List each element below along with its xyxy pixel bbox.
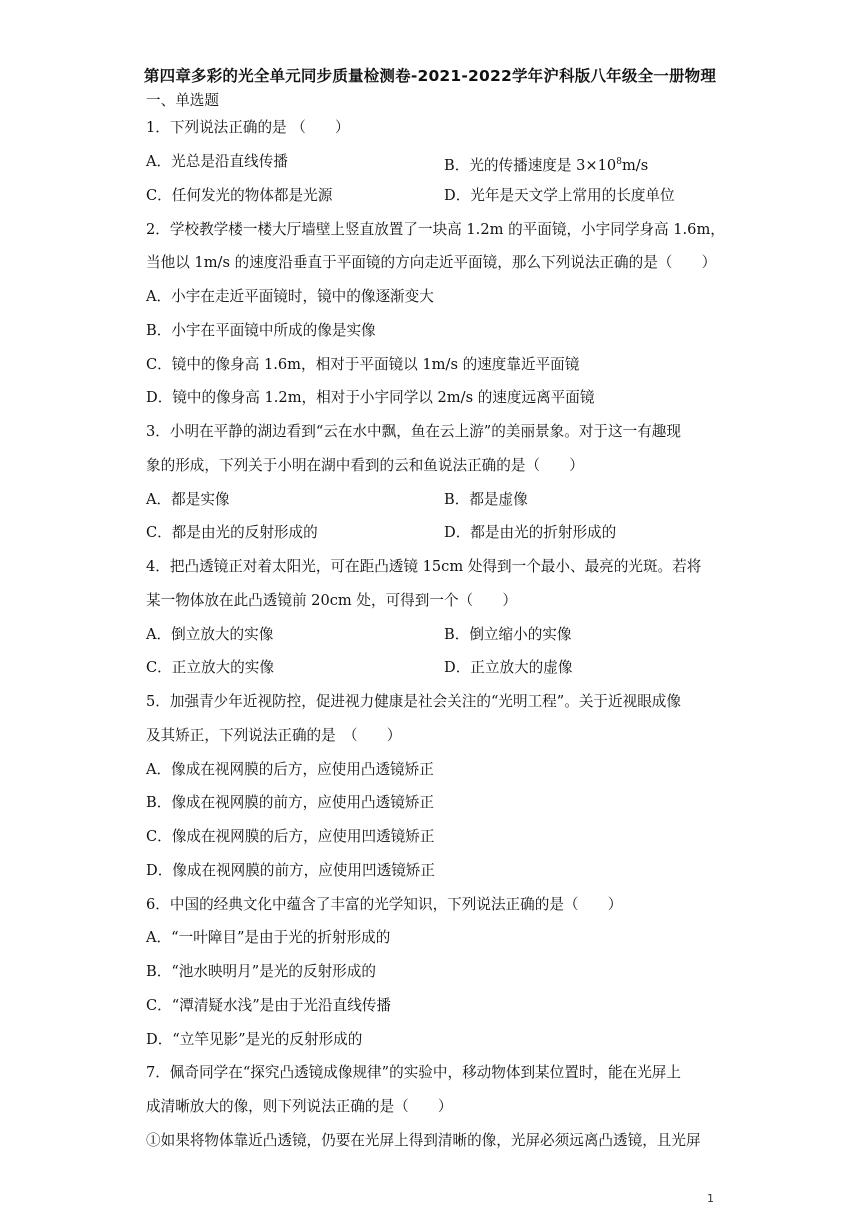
question-6-option-d: D．“立竿见影”是光的反射形成的 — [146, 1031, 363, 1048]
question-6-option-b: B．“池水映明月”是光的反射形成的 — [146, 963, 376, 980]
question-4-option-c: C．正立放大的实像 — [146, 659, 274, 676]
question-3-option-b: B．都是虚像 — [444, 491, 528, 508]
question-1-option-c: C．任何发光的物体都是光源 — [146, 187, 333, 204]
page-number: 1 — [707, 1192, 714, 1205]
question-2-option-c: C．镜中的像身高 1.6m，相对于平面镜以 1m/s 的速度靠近平面镜 — [146, 356, 580, 373]
question-5-stem-line-1: 5．加强青少年近视防控，促进视力健康是社会关注的“光明工程”。关于近视眼成像 — [146, 693, 681, 710]
question-6-option-c: C．“潭清疑水浅”是由于光沿直线传播 — [146, 997, 391, 1014]
question-1-option-b: B．光的传播速度是 $3\times 10^8m/s$ — [444, 156, 649, 174]
question-2-option-d: D．镜中的像身高 1.2m，相对于小宇同学以 2m/s 的速度远离平面镜 — [146, 389, 595, 406]
question-3-option-c: C．都是由光的反射形成的 — [146, 524, 318, 541]
question-2-option-b: B．小宇在平面镜中所成的像是实像 — [146, 322, 376, 339]
question-7-stem-line-1: 7．佩奇同学在“探究凸透镜成像规律”的实验中，移动物体到某位置时，能在光屏上 — [146, 1064, 681, 1081]
question-6-stem: 6．中国的经典文化中蕴含了丰富的光学知识，下列说法正确的是（ ） — [146, 896, 623, 913]
question-5-option-c: C．像成在视网膜的后方，应使用凹透镜矫正 — [146, 828, 435, 845]
question-4-option-d: D．正立放大的虚像 — [444, 659, 573, 676]
question-3-option-d: D．都是由光的折射形成的 — [444, 524, 617, 541]
document-title: 第四章多彩的光全单元同步质量检测卷-2021-2022学年沪科版八年级全一册物理 — [143, 67, 717, 85]
question-4-option-b: B．倒立缩小的实像 — [444, 626, 572, 643]
question-5-stem-line-2: 及其矫正，下列说法正确的是 （ ） — [146, 727, 402, 744]
question-2-option-a: A．小宇在走近平面镜时，镜中的像逐渐变大 — [146, 288, 434, 305]
question-3-stem-line-2: 象的形成，下列关于小明在湖中看到的云和鱼说法正确的是（ ） — [146, 457, 584, 474]
question-2-stem-line-1: 2．学校教学楼一楼大厅墙壁上竖直放置了一块高 1.2m 的平面镜，小宇同学身高 1.6m， — [146, 221, 725, 238]
question-4-option-a: A．倒立放大的实像 — [146, 626, 274, 643]
question-5-option-b: B．像成在视网膜的前方，应使用凸透镜矫正 — [146, 794, 435, 811]
question-4-stem-line-2: 某一物体放在此凸透镜前 20cm 处，可得到一个（ ） — [146, 592, 517, 609]
question-5-option-d: D．像成在视网膜的前方，应使用凹透镜矫正 — [146, 862, 435, 879]
question-3-stem-line-1: 3．小明在平静的湖边看到“云在水中飘，鱼在云上游”的美丽景象。对于这一有趣现 — [146, 423, 681, 440]
question-1-option-a: A．光总是沿直线传播 — [146, 153, 288, 170]
question-2-stem-line-2: 当他以 1m/s 的速度沿垂直于平面镜的方向走近平面镜，那么下列说法正确的是（ ） — [146, 254, 717, 271]
question-6-option-a: A．“一叶障目”是由于光的折射形成的 — [146, 929, 391, 946]
question-5-option-a: A．像成在视网膜的后方，应使用凸透镜矫正 — [146, 761, 434, 778]
question-4-stem-line-1: 4．把凸透镜正对着太阳光，可在距凸透镜 15cm 处得到一个最小、最亮的光斑。若将 — [146, 558, 702, 575]
question-3-option-a: A．都是实像 — [146, 491, 230, 508]
question-7-stem-line-2: 成清晰放大的像，则下列说法正确的是（ ） — [146, 1098, 453, 1115]
question-1-stem: 1．下列说法正确的是 （ ） — [146, 119, 350, 136]
section-heading: 一、单选题 — [146, 92, 219, 109]
question-1-option-d: D．光年是天文学上常用的长度单位 — [444, 187, 675, 204]
question-7-statement-1: ①如果将物体靠近凸透镜，仍要在光屏上得到清晰的像，光屏必须远离凸透镜，且光屏 — [146, 1132, 701, 1149]
